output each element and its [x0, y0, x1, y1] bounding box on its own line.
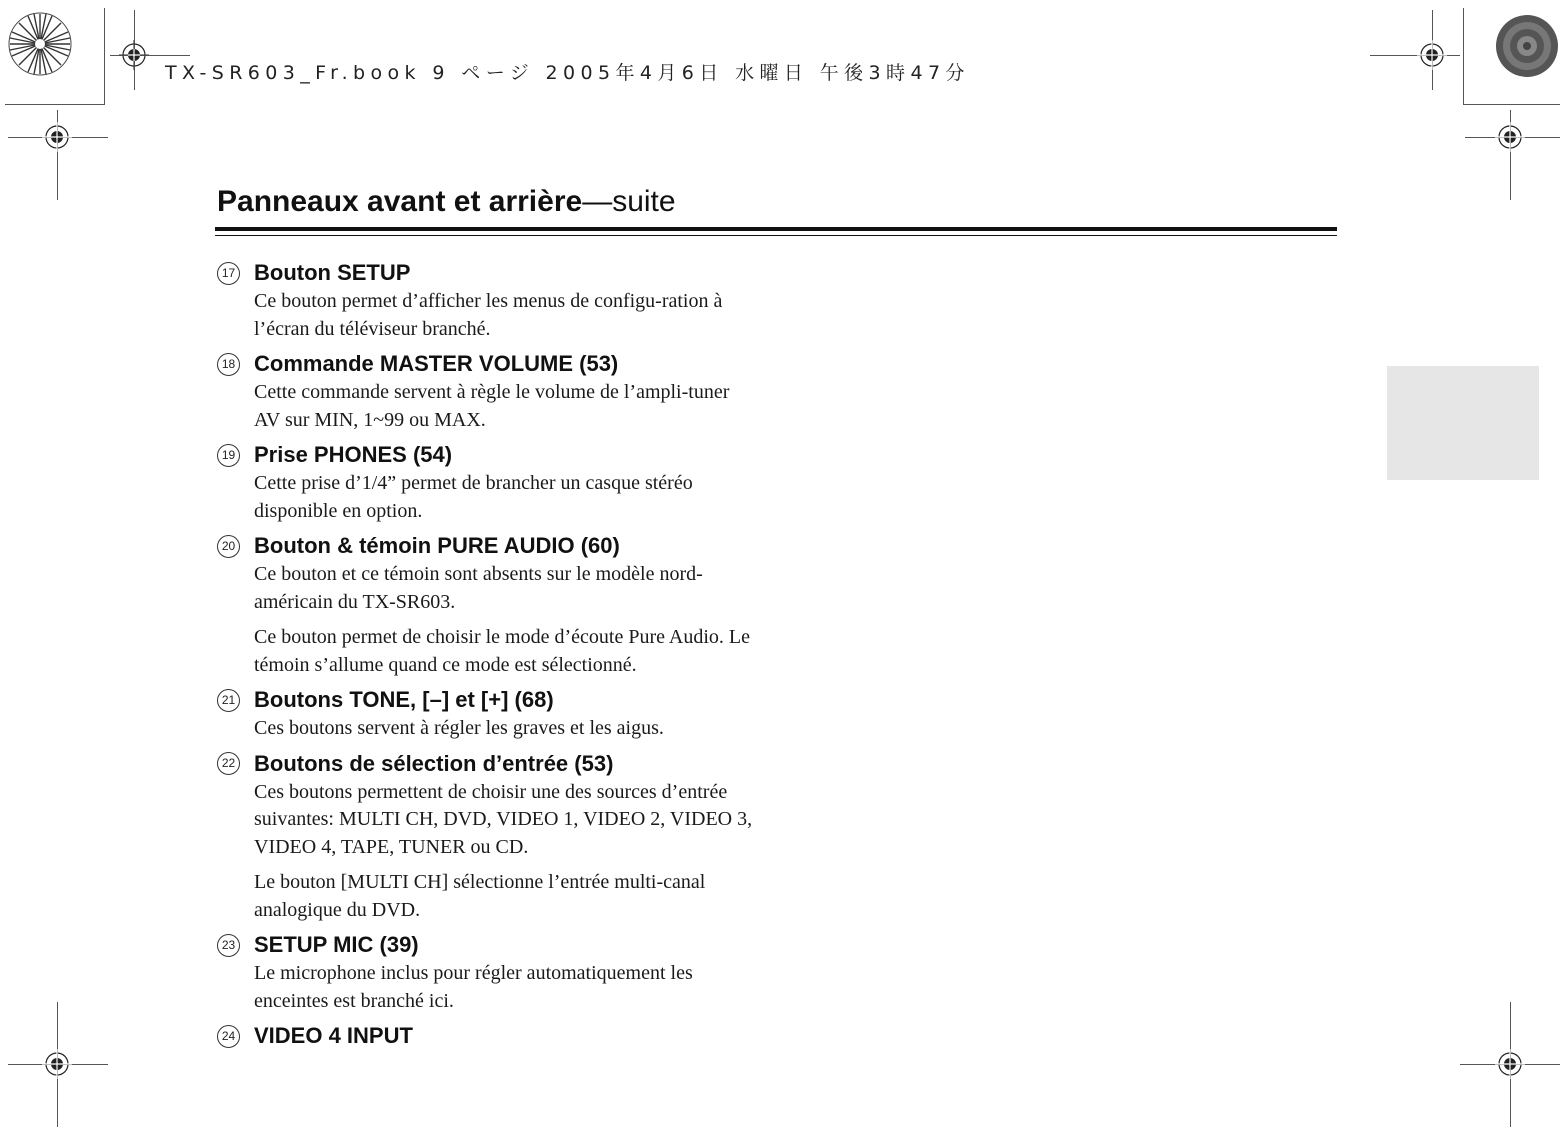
crosshair-icon [1495, 122, 1525, 152]
crop-mark-line [104, 8, 105, 105]
crosshair-icon [119, 40, 149, 70]
crosshair-icon [42, 1049, 72, 1079]
crop-mark-line [1463, 8, 1464, 105]
list-item [217, 749, 757, 925]
registration-sunburst-icon [6, 10, 74, 78]
page-title [217, 185, 676, 219]
item-paragraph: Ce bouton permet d’afficher les menus de configu-ration à l’écran du téléviseur branché. [254, 290, 723, 340]
crop-mark-line [1463, 104, 1560, 105]
title-rule [215, 227, 1337, 231]
list-item [217, 349, 757, 434]
item-paragraph: Ces boutons servent à régler les graves et les aigus. [254, 717, 664, 739]
list-item [217, 930, 757, 1015]
item-title: Bouton & témoin PURE AUDIO (60) [254, 533, 620, 558]
item-title: Bouton SETUP [254, 260, 411, 285]
item-paragraph: Le bouton [MULTI CH] sélectionne l’entrée multi-canal analogique du DVD. [254, 871, 706, 921]
list-item [217, 440, 757, 525]
list-item [217, 531, 757, 679]
crosshair-icon [1495, 1049, 1525, 1079]
item-title: Commande MASTER VOLUME (53) [254, 351, 619, 376]
item-list [217, 258, 757, 1057]
item-title: Prise PHONES (54) [254, 442, 453, 467]
item-number: 18 [217, 353, 240, 376]
list-item [217, 1021, 757, 1051]
section-tab [1387, 366, 1539, 480]
item-paragraph: Le microphone inclus pour régler automatiquement les enceintes est branché ici. [254, 962, 693, 1012]
item-title: Boutons de sélection d’entrée (53) [254, 750, 614, 776]
item-title: SETUP MIC (39) [254, 932, 419, 957]
item-title: VIDEO 4 INPUT [254, 1023, 413, 1048]
registration-target-icon [1493, 12, 1561, 80]
item-paragraph: Cette prise d’1/4” permet de brancher un casque stéréo disponible en option. [254, 472, 693, 522]
item-number: 17 [217, 262, 240, 285]
page-title-suffix: —suite [582, 185, 676, 218]
item-number: 23 [217, 934, 240, 957]
title-rule [215, 235, 1337, 236]
item-paragraph: Cette commande servent à règle le volume de l’ampli-tuner AV sur MIN, 1~99 ou MAX. [254, 381, 730, 431]
item-number: 22 [217, 752, 240, 775]
item-paragraph: Ce bouton et ce témoin sont absents sur le modèle nord-américain du TX-SR603. [254, 563, 703, 613]
item-number: 20 [217, 535, 240, 558]
item-number: 24 [217, 1025, 240, 1048]
book-file-header: TX-SR603_Fr.book 9 ページ 2005年4月6日 水曜日 午後3時47分 [165, 62, 970, 84]
item-number: 19 [217, 444, 240, 467]
page-title-main: Panneaux avant et arrière [217, 185, 583, 218]
item-paragraph: Ces boutons permettent de choisir une des sources d’entrée suivantes: MULTI CH, DVD, VIDEO 1, VIDEO 2, VIDEO 3, VIDEO 4, TAPE, TUNER ou CD. [254, 780, 753, 858]
crosshair-icon [42, 122, 72, 152]
item-number: 21 [217, 689, 240, 712]
item-title: Boutons TONE, [–] et [+] (68) [254, 687, 554, 712]
crop-mark-line [5, 104, 105, 105]
list-item [217, 258, 757, 343]
item-paragraph: Ce bouton permet de choisir le mode d’écoute Pure Audio. Le témoin s’allume quand ce mode est sélectionné. [254, 626, 750, 676]
list-item [217, 685, 757, 743]
crosshair-icon [1417, 40, 1447, 70]
